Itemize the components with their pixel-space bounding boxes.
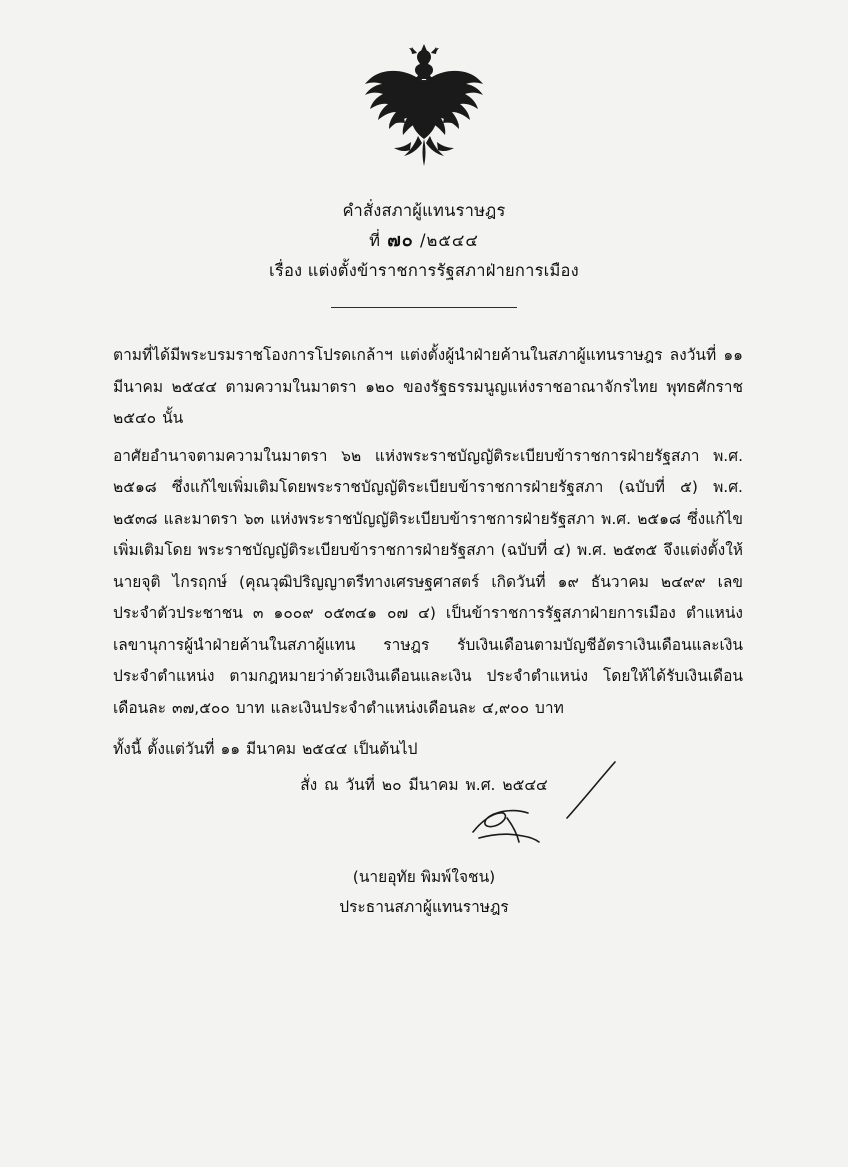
emblem-container: [0, 44, 848, 170]
paragraph-3: ทั้งนี้ ตั้งแต่วันที่ ๑๑ มีนาคม ๒๕๔๔ เป็นต้นไป: [113, 740, 418, 758]
order-number-line: [0, 226, 848, 256]
subject-text: แต่งตั้งข้าราชการรัฐสภาฝ่ายการเมือง: [307, 261, 579, 280]
subject-line: [0, 256, 848, 286]
signer-title: ประธานสภาผู้แทนราษฎร: [339, 898, 509, 916]
order-number: ๗๐: [387, 230, 414, 251]
document-body: [113, 340, 743, 772]
paragraph-2: อาศัยอำนาจตามความในมาตรา ๖๒ แห่งพระราชบัญญัติระเบียบข้าราชการฝ่ายรัฐสภา พ.ศ. ๒๕๑๘ ซึ่งแก้ไขเพิ่มเติมโดยพระราชบัญญัติระเบียบข้าราชการฝ่ายรัฐสภา (ฉบับที่ ๕) พ.ศ. ๒๕๓๘ และมาตรา ๖๓ แห่งพระราชบัญญัติระเบียบข้าราชการฝ่ายรัฐสภา พ.ศ. ๒๕๑๘ ซึ่งแก้ไขเพิ่มเติมโดย พระราชบัญญัติระเบียบข้าราชการฝ่ายรัฐสภา (ฉบับที่ ๔) พ.ศ. ๒๕๓๕ จึงแต่งตั้งให้ นายจุติ ไกรฤกษ์ (คุณวุฒิปริญญาตรีทางเศรษฐศาสตร์ เกิดวันที่ ๑๙ ธันวาคม ๒๔๙๙ เลขประจำตัวประชาชน ๓ ๑๐๐๙ ๐๕๓๔๑ ๐๗ ๔) เป็นข้าราชการรัฐสภาฝ่ายการเมือง ตำแหน่งเลขานุการผู้นำฝ่ายค้านในสภาผู้แทน ราษฎร รับเงินเดือนตามบัญชีอัตราเงินเดือนและเงินประจำตำแหน่ง ตามกฎหมายว่าด้วยเงินเดือนและเงิน ประจำตำแหน่ง โดยให้ได้รับเงินเดือนเดือนละ ๓๗,๕๐๐ บาท และเงินประจำตำแหน่งเดือนละ ๔,๙๐๐ บาท: [113, 446, 743, 717]
heading-divider: [331, 307, 517, 308]
sign-date: สั่ง ณ วันที่ ๒๐ มีนาคม พ.ศ. ๒๕๔๔: [300, 776, 548, 794]
document-title: คำสั่งสภาผู้แทนราษฎร: [342, 201, 506, 220]
signature-block: [0, 862, 848, 922]
subject-label: เรื่อง: [269, 261, 303, 280]
signer-name: (นายอุทัย พิมพ์ใจชน): [352, 868, 496, 886]
document-heading: [0, 196, 848, 286]
garuda-emblem-icon: [356, 44, 492, 166]
order-year: /๒๕๔๔: [420, 231, 479, 250]
paragraph-1: ตามที่ได้มีพระบรมราชโองการโปรดเกล้าฯ แต่งตั้งผู้นำฝ่ายค้านในสภาผู้แทนราษฎร ลงวันที่ ๑๑ มีนาคม ๒๕๔๔ ตามความในมาตรา ๑๒๐ ของรัฐธรรมนูญแห่งราชอาณาจักรไทย พุทธศักราช ๒๕๔๐ นั้น: [113, 346, 743, 427]
handwritten-signature-icon: [455, 760, 645, 860]
order-number-prefix: ที่: [369, 231, 381, 250]
